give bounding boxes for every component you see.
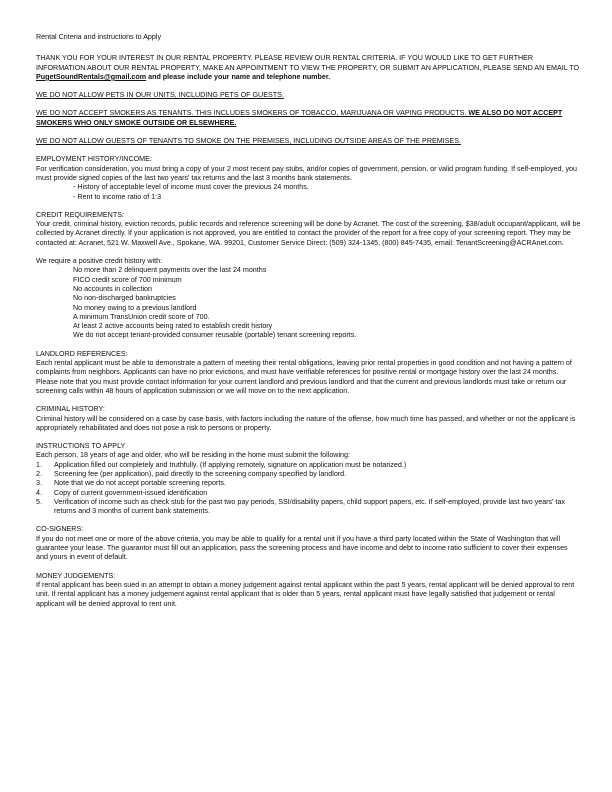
judgements-body: If rental applicant has been sued in an attempt to obtain a money judgement against rental applicant within the past 5 years, rental applicant will be denied approval to rent unit. If rental applicant has a money judgement against rental applicant that is older than 5 years, rental applicant must have legally satisfied that judgement or rental applicant will be denied approval to rent unit. <box>36 580 575 608</box>
landlord-body: Each rental applicant must be able to demonstrate a pattern of meeting their rental obligations, leaving prior rental properties in good condition and not having a pattern of complaints from neighbors. Applicants can have no prior evictions, and must have verifiable references for positive rental or mortgage history over the last 24 months. Please note that you must provide contact information for your current landlord and previous landlord and that the current and previous landlords must take or return our screening calls within 48 hours of application submission or we will move on to the next application. <box>36 359 572 395</box>
instruction-step <box>36 461 581 470</box>
landlord-heading: LANDLORD REFERENCES: <box>36 349 128 358</box>
instructions-list <box>36 461 581 517</box>
no-pets-notice: WE DO NOT ALLOW PETS IN OUR UNITS, INCLUDING PETS OF GUESTS. <box>36 91 284 100</box>
criminal-body: Criminal history will be considered on a case by case basis, with factors including the nature of the offense, how much time has passed, and whether or not the applicant is appropriately rehabilitated and does not pose a risk to persons or property. <box>36 414 576 432</box>
credit-section <box>36 211 581 248</box>
criminal-section <box>36 405 581 433</box>
employment-item: - History of acceptable level of income must cover the previous 24 months. <box>73 183 309 192</box>
cosigners-section <box>36 525 581 562</box>
step-text: Screening fee (per application), paid directly to the screening company specified by landlord. <box>54 469 347 478</box>
credit-item: No accounts in collection <box>73 284 152 293</box>
credit-requirements-list <box>36 257 581 341</box>
no-guest-smoking-notice: WE DO NOT ALLOW GUESTS OF TENANTS TO SMOKE ON THE PREMISES, INCLUDING OUTSIDE AREAS OF THE PREMISES. <box>36 137 461 146</box>
judgements-section <box>36 572 581 609</box>
credit-body: Your credit, criminal history, eviction records, public records and reference screening will be done by Acranet. The cost of the screening, $38/adult occupant/applicant, will be collected by Acranet directly. If your application is not approved, you are entitled to contact the provider of the report for a free copy of your screening report. They may be contacted at: Acranet, 521 W. Maxwell Ave., Spokane, WA. 99201, Customer Service Direct: (509) 324-1345, (800) 845-7435, email: TenantScreening@ACRAnet.com. <box>36 220 581 247</box>
credit-item: No non-discharged bankruptcies <box>73 294 176 303</box>
cosigners-body: If you do not meet one or more of the above criteria, you may be able to qualify for a rental unit if you have a third party located within the State of Washington that will guarantee your lease. The guarantor must fill out an application, pass the screening process and have income and debt to income ratio sufficient to cover their expenses and yours in event of default. <box>36 534 568 562</box>
no-smokers-notice <box>36 109 581 128</box>
no-smokers-bold: WE ALSO DO NOT ACCEPT SMOKERS WHO ONLY SMOKE OUTSIDE OR ELSEWHERE. <box>36 109 563 127</box>
instructions-lead: Each person, 18 years of age and older, who will be residing in the home must submit the following: <box>36 451 350 460</box>
step-number: 2. <box>36 469 42 478</box>
step-number: 5. <box>36 497 42 506</box>
credit-list-lead: We require a positive credit history with: <box>36 257 163 266</box>
step-text: Note that we do not accept portable screening reports. <box>54 479 226 488</box>
step-text: Verification of income such as check stub for the past two pay periods, SSI/disability papers, child support papers, etc. If self-employed, provide last two years' tax returns and 3 months of current bank statements. <box>54 497 565 516</box>
step-number: 4. <box>36 488 42 497</box>
step-number: 1. <box>36 460 42 469</box>
criminal-heading: CRIMINAL HISTORY: <box>36 405 105 414</box>
instruction-step <box>36 479 581 488</box>
cosigners-heading: CO-SIGNERS: <box>36 525 84 534</box>
instruction-step <box>36 470 581 479</box>
employment-heading: EMPLOYMENT HISTORY/INCOME: <box>36 155 152 164</box>
employment-body: For verification consideration, you must bring a copy of your 2 most recent pay stubs, and/or copies of government, pension, or valid program funding. If self-employed, you must provide signed copies of the last two years' tax returns and the last 3 months bank statements. <box>36 164 577 182</box>
credit-item: A minimum TransUnion credit score of 700. <box>73 312 210 321</box>
intro-text: THANK YOU FOR YOUR INTEREST IN OUR RENTAL PROPERTY. PLEASE REVIEW OUR RENTAL CRITERIA. IF YOU WOULD LIKE TO GET FURTHER INFORMATION ABOUT OUR RENTAL PROPERTY, MAKE AN APPOINTMENT TO VIEW THE PROPERTY, OR SUBMIT AN APPLICATION, PLEASE SEND AN EMAIL TO <box>36 54 580 72</box>
intro-paragraph <box>36 54 581 82</box>
credit-item: No money owing to a previous landlord <box>73 303 197 312</box>
step-number: 3. <box>36 479 42 488</box>
judgements-heading: MONEY JUDGEMENTS: <box>36 571 116 580</box>
no-smokers-text: WE DO NOT ACCEPT SMOKERS AS TENANTS. THIS INCLUDES SMOKERS OF TOBACCO, MARIJUANA OR VAPING PRODUCTS. <box>36 109 469 118</box>
document-title: Rental Criteria and instructions to Apply <box>36 33 162 41</box>
employment-item: - Rent to income ratio of 1:3 <box>73 192 162 201</box>
intro-tail: and please include your name and telephone number. <box>146 72 331 81</box>
credit-heading: CREDIT REQUIREMENTS: <box>36 210 124 219</box>
credit-item: At least 2 active accounts being rated to establish credit history <box>73 322 273 331</box>
landlord-section <box>36 350 581 396</box>
step-text: Application filled out completely and truthfully. (If applying remotely, signature on application must be notarized.) <box>54 460 407 469</box>
instruction-step <box>36 489 581 498</box>
credit-item: No more than 2 delinquent payments over the last 24 months <box>73 266 267 275</box>
employment-section <box>36 155 581 201</box>
document-page <box>36 33 581 609</box>
instructions-heading: INSTRUCTIONS TO APPLY <box>36 442 126 451</box>
credit-item: We do not accept tenant-provided consumer reusable (portable) tenant screening reports. <box>73 331 357 340</box>
instructions-section <box>36 442 581 516</box>
credit-item: FICO credit score of 700 minimum <box>73 275 182 284</box>
instruction-step <box>36 498 581 517</box>
step-text: Copy of current government-issued identification <box>54 488 208 497</box>
contact-email-link[interactable]: PugetSoundRentals@gmail.com <box>36 72 147 81</box>
